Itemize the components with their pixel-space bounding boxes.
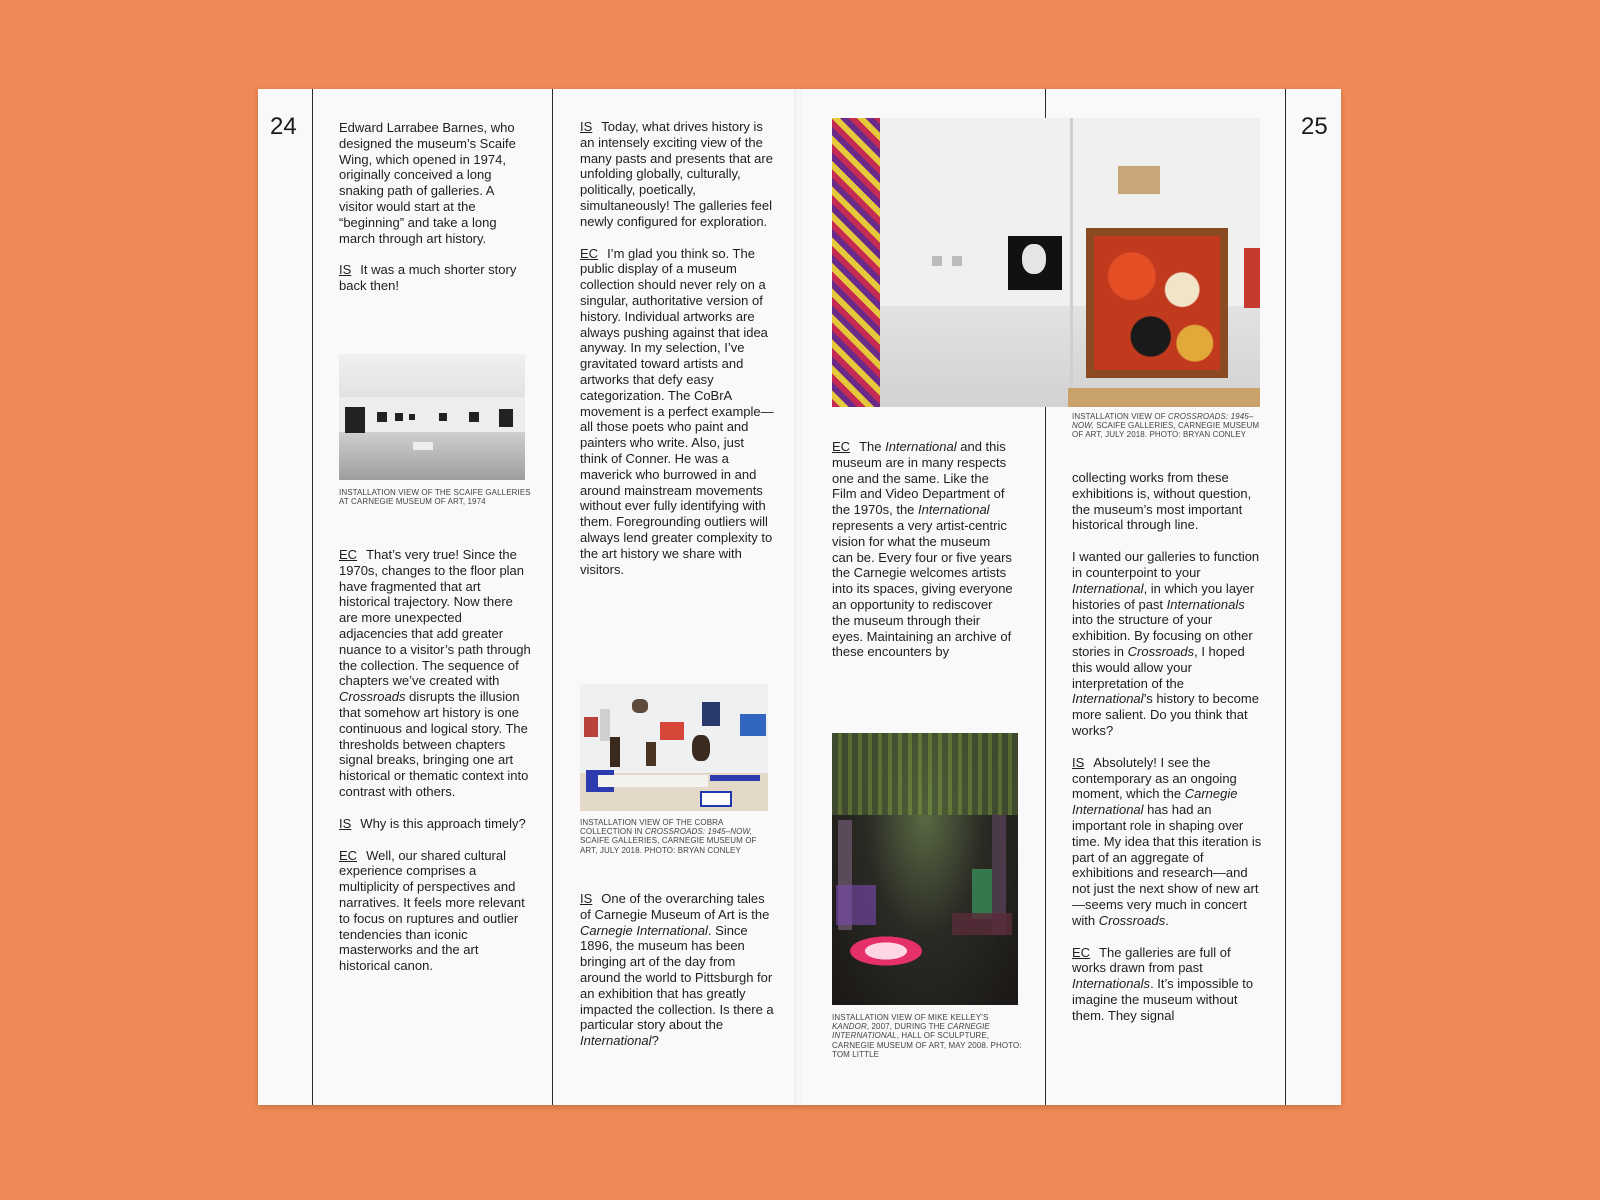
speaker-label: IS: [1072, 754, 1085, 770]
paragraph: IS Today, what drives history is an intensely exciting view of the many pasts and presents that are unfolding globally, culturally, politically, poetically, simultaneously! The galleries feel newly configured for exploration.: [580, 119, 773, 229]
photo-scaife-galleries-1974: [339, 354, 525, 480]
spine-gutter: [794, 89, 802, 1105]
paragraph: EC The International and this museum are in many respects one and the same. Like the Film and Video Department of the 1970s, the International represents a very artist-centric vision for what the museum can be. Every four or five years the Carnegie welcomes artists into its spaces, giving everyone an opportunity to rediscover the museum through their eyes. Maintaining an archive of these encounters by: [832, 439, 1013, 660]
paragraph: EC The galleries are full of works drawn from past Internationals. It’s impossible to imagine the museum without them. They signal: [1072, 944, 1254, 1023]
photo-caption: INSTALLATION VIEW OF THE SCAIFE GALLERIES AT CARNEGIE MUSEUM OF ART, 1974: [339, 488, 531, 507]
paragraph: collecting works from these exhibitions is, without question, the museum’s most important historical through line.: [1072, 470, 1252, 533]
paragraph: I wanted our galleries to function in counterpoint to your International, in which you layer histories of past Internationals into the structure of your exhibition. By focusing on other stories in Crossroads, I hoped this would allow your interpretation of the International’s history to become more salient. Do you think that works?: [1072, 549, 1260, 738]
column-3: [832, 439, 1014, 660]
paragraph: IS One of the overarching tales of Carnegie Museum of Art is the Carnegie International. Since 1896, the museum has been bringing art of the day from around the world to Pittsburgh for an exhibition that has greatly impacted the collection. Is there a particular story about the International?: [580, 891, 774, 1049]
speaker-label: EC: [832, 439, 851, 454]
page-number-left: 24: [270, 113, 297, 140]
paragraph: IS Absolutely! I see the contemporary as an ongoing moment, which the Carnegie International has had an important role in shaping over time. My idea that this iteration is part of an aggregate of exhibitions and research—and not just the next show of new art—seems very much in concert with Crossroads.: [1072, 754, 1262, 928]
column-rule: [312, 89, 313, 1105]
photo-cobra-collection: [580, 684, 768, 811]
page-number-right: 25: [1301, 113, 1328, 140]
speaker-label: EC: [580, 245, 599, 261]
speaker-label: IS: [339, 815, 352, 831]
photo-caption: INSTALLATION VIEW OF MIKE KELLEY’S KANDOR, 2007, DURING THE CARNEGIE INTERNATIONAL, HALL OF SCULPTURE, CARNEGIE MUSEUM OF ART, MAY 2008. PHOTO: TOM LITTLE: [832, 1013, 1022, 1059]
photo-crossroads-installation: [832, 118, 1260, 407]
photo-kandor-hall-of-sculpture: [832, 733, 1018, 1005]
speaker-label: EC: [339, 847, 358, 863]
column-rule: [552, 89, 553, 1105]
column-4: [1072, 470, 1262, 1024]
paragraph: IS Why is this approach timely?: [339, 815, 526, 831]
magazine-spread: [258, 89, 1341, 1105]
paragraph: EC I’m glad you think so. The public display of a museum collection should never rely on a singular, authoritative version of history. Individual artworks are always pushing against that idea anyway. In my selection, I’ve gravitated toward artists and artworks that defy easy categorization. The CoBrA movement is a perfect example—all those poets who paint and painters who write. Also, just think of Conner. He was a maverick who burrowed in and around mainstream movements without ever fully identifying with them. Foregrounding outliers will always lend greater complexity to the art history we share with visitors.: [580, 245, 774, 577]
photo-caption: INSTALLATION VIEW OF THE COBRA COLLECTION IN CROSSROADS: 1945–NOW, SCAIFE GALLERIES, CARNEGIE MUSEUM OF ART, JULY 2018. PHOTO: BRYAN CONLEY: [580, 818, 757, 855]
speaker-label: IS: [580, 119, 593, 134]
photo-caption: INSTALLATION VIEW OF CROSSROADS: 1945–NOW, SCAIFE GALLERIES, CARNEGIE MUSEUM OF ART, JULY 2018. PHOTO: BRYAN CONLEY: [1072, 412, 1260, 440]
paragraph: Edward Larrabee Barnes, who designed the museum’s Scaife Wing, which opened in 1974, originally conceived a long snaking path of galleries. A visitor would start at the “beginning” and take a long march through art history.: [339, 120, 516, 246]
paragraph: EC Well, our shared cultural experience comprises a multiplicity of perspectives and narratives. It feels more relevant to focus on ruptures and outlier tendencies than iconic masterworks and the art historical canon.: [339, 847, 525, 974]
column-1: [339, 120, 529, 294]
speaker-label: EC: [1072, 944, 1091, 960]
column-2-continued: [580, 891, 776, 1049]
column-2: [580, 119, 774, 577]
column-1-continued: [339, 547, 531, 974]
paragraph: EC That’s very true! Since the 1970s, changes to the floor plan have fragmented that art historical trajectory. Now there are more unexpected adjacencies that add greater nuance to a visitor’s path through the collection. The sequence of chapters we’ve created with Crossroads disrupts the illusion that somehow art history is one continuous and logical story. The thresholds between chapters signal breaks, bringing one art historical or thematic context into contrast with others.: [339, 547, 531, 799]
speaker-label: IS: [580, 891, 593, 906]
speaker-label: IS: [339, 262, 352, 278]
speaker-label: EC: [339, 547, 358, 562]
paragraph: IS It was a much shorter story back then!: [339, 262, 517, 294]
column-rule: [1285, 89, 1286, 1105]
